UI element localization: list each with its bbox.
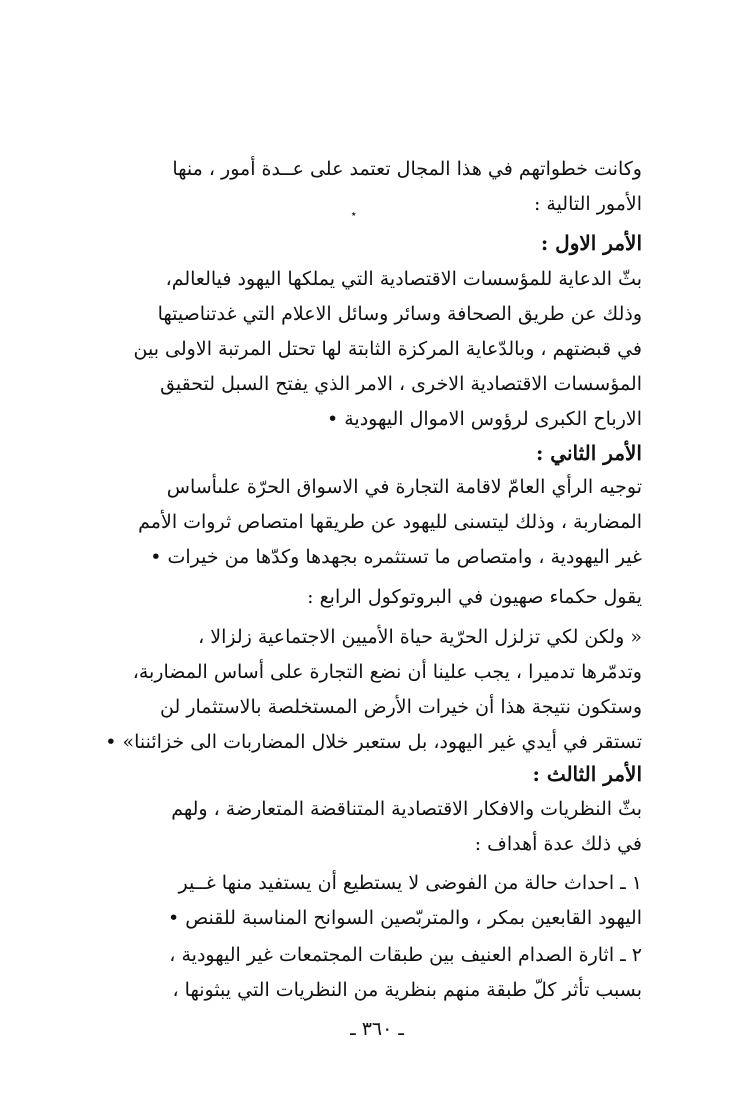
heading-text: الأمر الثالث : xyxy=(532,762,642,786)
protocol-quote xyxy=(70,620,642,760)
heading-third-matter xyxy=(70,757,642,792)
text-line: في ذلك عدة أهداف : xyxy=(474,833,642,855)
text-line: توجيه الرأي العامّ لاقامة التجارة في الاسواق الحرّة علىأساس xyxy=(166,476,642,498)
text-line: « ولكن لكي تزلزل الحرّية حياة الأميين الاجتماعية زلزالا ، xyxy=(198,626,642,648)
text-line: في قبضتهم ، وبالدّعاية المركزة الثابتة لها تحتل المرتبة الاولى بين xyxy=(133,338,642,360)
text-line: بثّ النظريات والافكار الاقتصادية المتناقضة المتعارضة ، ولهم xyxy=(171,798,642,820)
heading-text: الأمر الثاني : xyxy=(535,441,642,465)
paragraph-third-matter xyxy=(70,792,642,862)
text-line: المضاربة ، وذلك ليتسنى لليهود عن طريقها امتصاص ثروات الأمم xyxy=(138,511,642,533)
text-line: بثّ الدعاية للمؤسسات الاقتصادية التي يملكها اليهود فيالعالم، xyxy=(165,268,642,290)
page-number: ـ ٣٦٠ ـ xyxy=(350,1018,404,1040)
text-line: بسبب تأثر كلّ طبقة منهم بنظرية من النظريات التي يبثونها ، xyxy=(172,979,642,1001)
heading-text: الأمر الاول : xyxy=(540,231,642,255)
text-line: غير اليهودية ، وامتصاص ما تستثمره بجهدها وكدّها من خيرات • xyxy=(150,546,642,568)
text-line: الارباح الكبرى لرؤوس الاموال اليهودية • xyxy=(326,408,642,430)
stray-mark-1: ٭ xyxy=(351,209,357,220)
text-line: وتدمّرها تدميرا ، يجب علينا أن نضع التجارة على أساس المضاربة، xyxy=(132,661,642,683)
heading-first-matter xyxy=(70,226,642,261)
text-line: يقول حكماء صهيون في البروتوكول الرابع : xyxy=(307,586,642,608)
text-line: تستقر في أيدي غير اليهود، بل ستعبر خلال المضاربات الى خزائننا» • xyxy=(105,731,642,753)
text-line: ٢ ـ اثارة الصدام العنيف بين طبقات المجتمعات غير اليهودية ، xyxy=(169,944,642,966)
text-line: ١ ـ احداث حالة من الفوضى لا يستطيع أن يستفيد منها غــير xyxy=(178,872,642,894)
text-line: وستكون نتيجة هذا أن خيرات الأرض المستخلصة بالاستثمار لن xyxy=(160,696,642,718)
paragraph-first-matter xyxy=(70,262,642,437)
text-line: الأمور التالية : xyxy=(533,193,642,215)
paragraph-second-matter xyxy=(70,470,642,575)
text-line: اليهود القابعين بمكر ، والمتربّصين السوانح المناسبة للقنص • xyxy=(167,907,642,929)
list-item-1 xyxy=(70,866,642,936)
text-line: وذلك عن طريق الصحافة وسائر وسائل الاعلام التي غدتناصيتها xyxy=(157,303,642,325)
text-line: المؤسسات الاقتصادية الاخرى ، الامر الذي يفتح السبل لتحقيق xyxy=(160,373,642,395)
protocol-intro xyxy=(70,580,642,615)
text-line: وكانت خطواتهم في هذا المجال تعتمد على عــدة أمور ، منها xyxy=(172,158,642,180)
heading-second-matter xyxy=(70,436,642,471)
intro-paragraph xyxy=(70,152,642,222)
list-item-2 xyxy=(70,938,642,1008)
